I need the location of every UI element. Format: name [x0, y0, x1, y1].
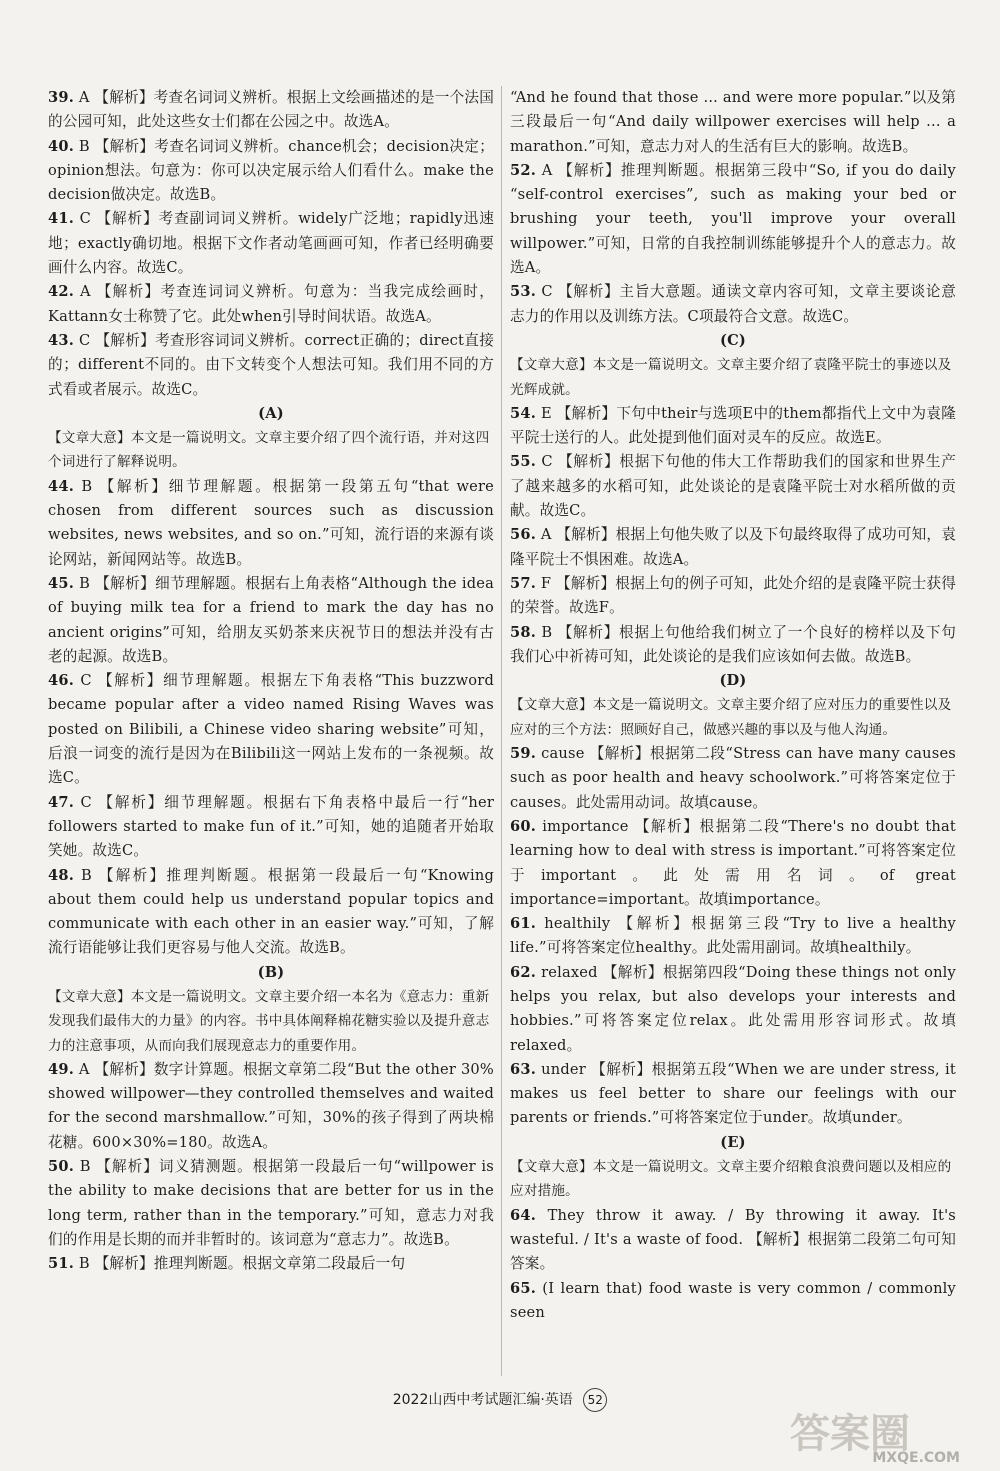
question-number: 41. — [48, 210, 74, 228]
answer-text: A 【解析】考查名词词义辨析。根据上文绘画描述的是一个法国的公园可知，此处这些女士们都在公园之中。故选A。 — [48, 89, 494, 131]
answer-item — [510, 402, 956, 451]
question-number: 47. — [48, 793, 74, 811]
answer-text: E 【解析】下句中their与选项E中的them都指代上文中为袁隆平院士送行的人。此处提到他们面对灵车的反应。故选E。 — [510, 404, 956, 447]
question-number: 48. — [48, 866, 74, 884]
question-number: 60. — [510, 817, 536, 835]
answer-text: B 【解析】推理判断题。根据文章第二段最后一句 — [74, 1255, 406, 1273]
section-heading: (C) — [719, 331, 747, 349]
question-number: 46. — [48, 672, 74, 690]
answer-text: C 【解析】考查形容词词义辨析。correct正确的；direct直接的；different不同的。由下文转变个人想法可知。我们用不同的方式看或者展示。故选C。 — [48, 331, 494, 398]
question-number: 65. — [510, 1279, 536, 1297]
question-number: 51. — [48, 1255, 74, 1273]
section-heading: (D) — [719, 672, 747, 690]
answer-item — [48, 280, 494, 329]
question-number: 45. — [48, 574, 74, 592]
question-number: 62. — [510, 963, 536, 981]
answer-item — [510, 1277, 956, 1326]
answer-item — [48, 1155, 494, 1252]
watermark-url: MXQE.COM — [872, 1450, 960, 1466]
answer-item — [48, 864, 494, 961]
question-number: 40. — [48, 137, 74, 155]
answer-text: A 【解析】推理判断题。根据第三段中“So, if you do daily “self-control exercises”, such as making your bed or brushing your teeth, you'll improve your overall willpower.”可知，日常的自我控制训练能够提升个人的意志力。故选A。 — [510, 161, 956, 277]
answer-text: C 【解析】主旨大意题。通读文章内容可知，文章主要谈论意志力的作用以及训练方法。C项最符合文意。故选C。 — [510, 283, 956, 325]
answer-text: B 【解析】考查名词词义辨析。chance机会；decision决定；opinion想法。句意为：你可以决定展示给人们看什么。make the decision做决定。故选B。 — [48, 137, 494, 204]
answer-item — [510, 742, 956, 815]
section-heading: (B) — [257, 963, 285, 981]
answer-item — [48, 1252, 494, 1276]
answer-text: C 【解析】细节理解题。根据右下角表格中最后一行“her followers started to make fun of it.”可知，她的追随者开始取笑她。故选C。 — [48, 793, 494, 860]
answer-item — [48, 135, 494, 208]
answer-text: A 【解析】根据上句他失败了以及下句最终取得了成功可知，袁隆平院士不惧困难。故选A。 — [510, 526, 956, 568]
page-footer — [0, 1388, 1000, 1412]
question-number: 59. — [510, 745, 536, 763]
answer-text: (I learn that) food waste is very common / commonly seen — [510, 1279, 956, 1321]
column-divider — [501, 86, 502, 1376]
answer-item — [48, 572, 494, 669]
article-summary: 【文章大意】本文是一篇说明文。文章主要介绍了应对压力的重要性以及应对的三个方法：照顾好自己，做感兴趣的事以及与他人沟通。 — [510, 697, 952, 738]
question-number: 43. — [48, 331, 74, 349]
answer-text: They throw it away. / By throwing it away. It's wasteful. / It's a waste of food. 【解析】根据第二段第二句可知答案。 — [510, 1206, 956, 1273]
question-number: 39. — [48, 89, 74, 106]
answer-text: B 【解析】根据上句他给我们树立了一个良好的榜样以及下句我们心中祈祷可知，此处谈论的是我们应该如何去做。故选B。 — [510, 623, 956, 665]
article-summary: 【文章大意】本文是一篇说明文。文章主要介绍粮食浪费问题以及相应的应对措施。 — [510, 1159, 952, 1200]
section-heading: (A) — [258, 404, 284, 422]
answer-item — [510, 815, 956, 912]
question-number: 57. — [510, 574, 536, 592]
answer-text: F 【解析】根据上句的例子可知，此处介绍的是袁隆平院士获得的荣誉。故选F。 — [510, 574, 956, 617]
answer-continuation: “And he found that those ... and were more popular.”以及第三段最后一句“And daily willpower exercises will help ... a marathon.”可知，意志力对人的生活有巨大的影响。故选B。 — [510, 89, 956, 155]
answer-text: C 【解析】细节理解题。根据左下角表格“This buzzword became popular after a video named Rising Waves was posted on Bilibili, a Chinese video sharing website”可知，后浪一词变的流行是因为在Bilibili这一网站上发布的一条视频。故选C。 — [48, 672, 494, 787]
answer-text: cause 【解析】根据第二段“Stress can have many causes such as poor health and heavy schoolwork.”可将答案定位于causes。此处需用动词。故填cause。 — [510, 745, 956, 811]
article-summary: 【文章大意】本文是一篇说明文。文章主要介绍了四个流行语，并对这四个词进行了解释说明。 — [48, 430, 490, 471]
answer-text: B 【解析】细节理解题。根据右上角表格“Although the idea of buying milk tea for a friend to mark the day has no ancient origins”可知，给朋友买奶茶来庆祝节日的想法并没有古老的起源。故选B。 — [48, 574, 494, 665]
question-number: 44. — [48, 477, 74, 495]
question-number: 63. — [510, 1060, 536, 1078]
article-summary: 【文章大意】本文是一篇说明文。文章主要介绍一本名为《意志力：重新发现我们最伟大的力量》的内容。书中具体阐释棉花糖实验以及提升意志力的注意事项，从而向我们展现意志力的重要作用。 — [48, 988, 490, 1054]
question-number: 64. — [510, 1206, 536, 1224]
question-number: 53. — [510, 283, 536, 301]
question-number: 55. — [510, 453, 536, 471]
answer-item — [510, 523, 956, 572]
answer-text: relaxed 【解析】根据第四段“Doing these things not only helps you relax, but also develops your interests and hobbies.”可将答案定位relax。此处需用形容词形式。故填relaxed。 — [510, 963, 956, 1054]
question-number: 42. — [48, 283, 74, 301]
answer-text: B 【解析】推理判断题。根据第一段最后一句“Knowing about them could help us understand popular topics and communicate with each other in an easier way.”可知，了解流行语能够让我们更容易与他人交流。故选B。 — [48, 866, 494, 957]
page-number: 52 — [583, 1388, 607, 1412]
answer-item — [510, 912, 956, 961]
answer-item — [48, 86, 494, 135]
question-number: 54. — [510, 404, 536, 422]
answer-text: B 【解析】词义猜测题。根据第一段最后一句“willpower is the ability to make decisions that are better for us in the long term, rather than in the temporary.”可知，意志力对我们的作用是长期的而并非暂时的。该词意为“意志力”。故选B。 — [48, 1158, 494, 1248]
answer-text: A 【解析】数字计算题。根据文章第二段“But the other 30% showed willpower—they controlled themselves and waited for the second marshmallow.”可知，30%的孩子得到了两块棉花糖。600×30%=180。故选A。 — [48, 1060, 494, 1151]
answer-item — [48, 329, 494, 402]
answer-item — [510, 159, 956, 280]
section-heading: (E) — [720, 1133, 746, 1151]
answer-text: B 【解析】细节理解题。根据第一段第五句“that were chosen from different sources such as discussion websites, news websites, and so on.”可知，流行语的来源有谈论网站，新闻网站等。故选B。 — [48, 477, 494, 568]
answer-text: C 【解析】根据下句他的伟大工作帮助我们的国家和世界生产了越来越多的水稻可知，此处谈论的是袁隆平院士对水稻所做的贡献。故选C。 — [510, 453, 956, 520]
answer-item — [48, 1058, 494, 1155]
question-number: 56. — [510, 526, 536, 544]
answer-text: healthily 【解析】根据第三段“Try to live a healthy life.”可将答案定位healthy。此处需用副词。故填healthily。 — [510, 915, 956, 957]
question-number: 50. — [48, 1158, 74, 1176]
footer-title: 2022山西中考试题汇编·英语 — [392, 1392, 573, 1408]
article-summary: 【文章大意】本文是一篇说明文。文章主要介绍了袁隆平院士的事迹以及光辉成就。 — [510, 357, 952, 398]
answer-item — [510, 1058, 956, 1131]
answer-item — [510, 280, 956, 329]
answer-item — [48, 791, 494, 864]
answer-text: under 【解析】根据第五段“When we are under stress, it makes us feel better to share our feelings with our parents or friends.”可将答案定位于under。故填under。 — [510, 1060, 956, 1127]
answer-item — [510, 621, 956, 670]
answer-text: importance 【解析】根据第二段“There's no doubt that learning how to deal with stress is important.”可将答案定位于important。此处需用名词。of great importance=important。故填importance。 — [510, 817, 956, 908]
answer-item — [48, 475, 494, 572]
right-column — [510, 86, 956, 1325]
answer-item — [48, 669, 494, 790]
question-number: 58. — [510, 623, 536, 641]
answer-text: C 【解析】考查副词词义辨析。widely广泛地；rapidly迅速地；exactly确切地。根据下文作者动笔画画可知，作者已经明确要画什么内容。故选C。 — [48, 210, 494, 277]
watermark-logo: 答案圈 — [790, 1411, 910, 1457]
answer-item — [510, 961, 956, 1058]
answer-item — [510, 572, 956, 621]
answer-text: A 【解析】考查连词词义辨析。句意为：当我完成绘画时，Kattann女士称赞了它。此处when引导时间状语。故选A。 — [48, 283, 494, 325]
answer-item — [48, 207, 494, 280]
question-number: 49. — [48, 1060, 74, 1078]
left-column — [48, 86, 494, 1277]
question-number: 52. — [510, 161, 536, 179]
answer-item — [510, 1204, 956, 1277]
question-number: 61. — [510, 915, 536, 933]
answer-item — [510, 450, 956, 523]
